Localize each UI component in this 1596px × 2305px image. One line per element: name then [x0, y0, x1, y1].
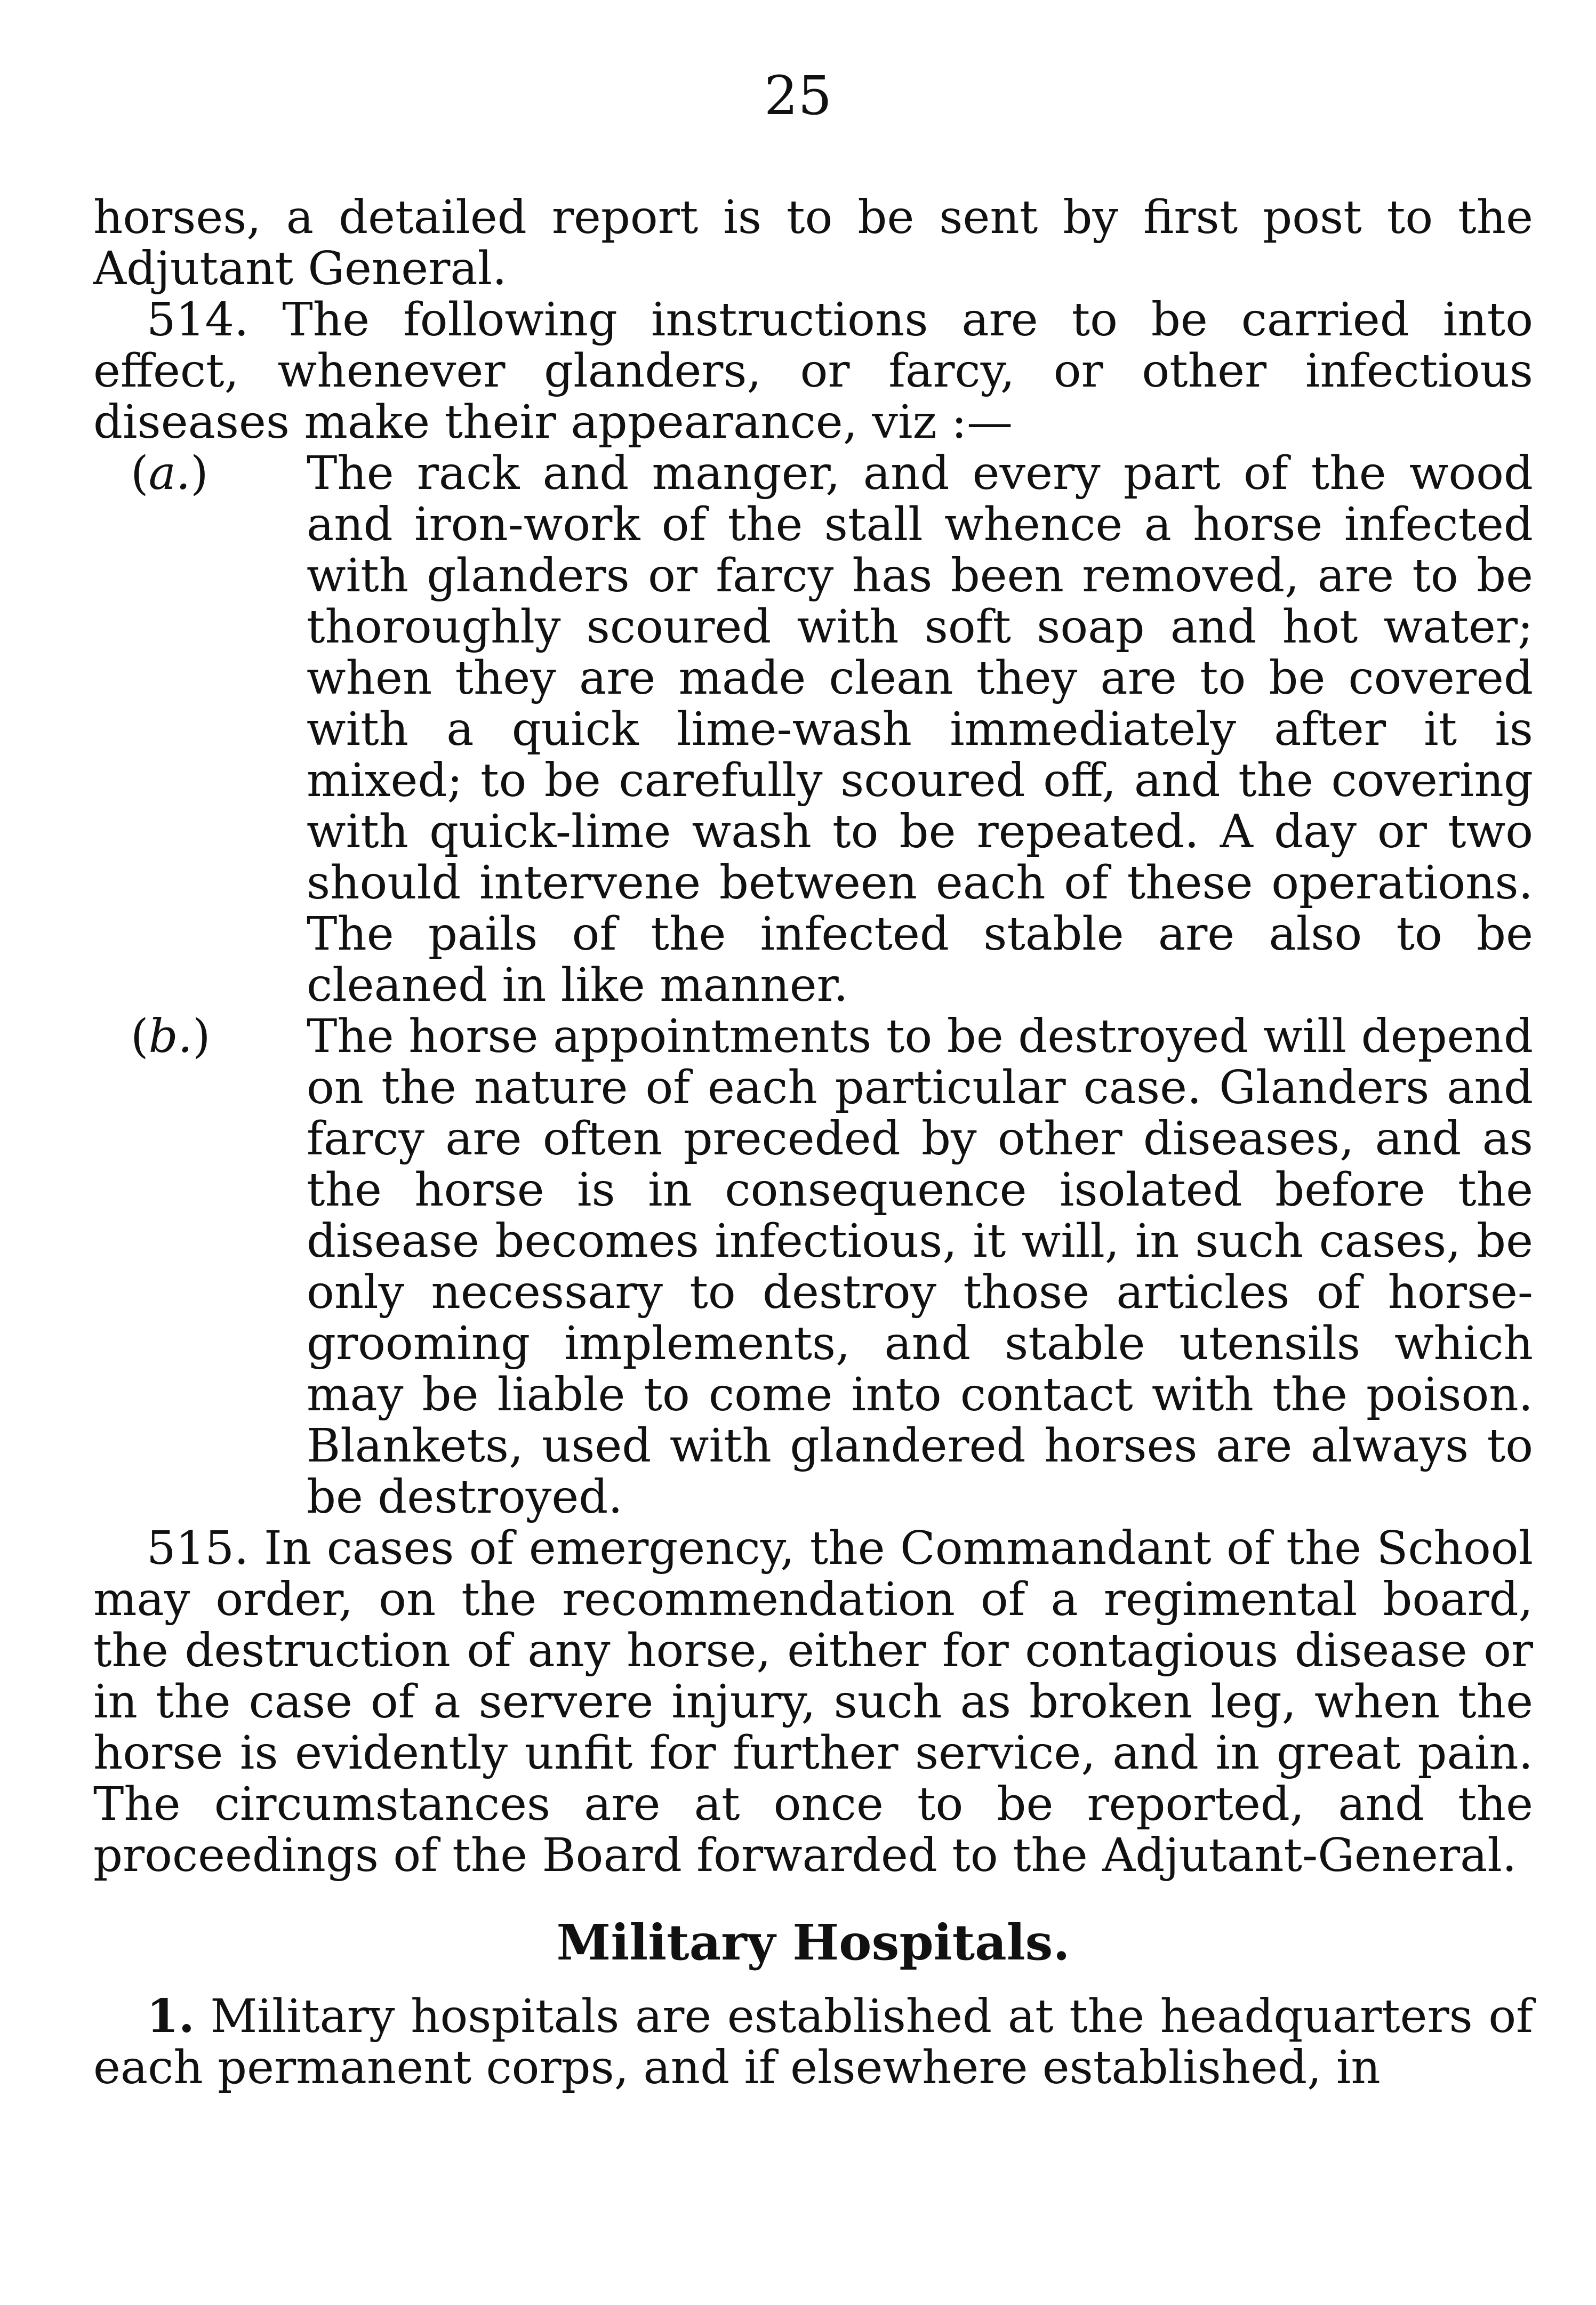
list-marker-b: (b.): [131, 1010, 211, 1063]
body-text: [93, 192, 1533, 2093]
paragraph-1-number: 1.: [147, 1989, 195, 2043]
paragraph-515: 515. In cases of emergency, the Commandant of the School may order, on the recommendation of a regimental board, the destruction of any horse, either for contagious disease or in the case of a servere injury, such as broken leg, when the horse is evidently unfit for further service, and in great pain. The circumstances are at once to be reported, and the proceedings of the Board forwarded to the Adjutant-General.: [93, 1522, 1533, 1882]
continuation-paragraph: horses, a detailed report is to be sent by first post to the Adjutant General.: [93, 191, 1533, 295]
list-item-b: [93, 1011, 1533, 1523]
page-number: 25: [764, 65, 832, 127]
list-item-a-text: The rack and manger, and every part of the wood and iron-work of the stall whence a horse infected with glanders or farcy has been removed, are to be thoroughly scoured with soft soap and hot water; when they are made clean they are to be covered with a quick lime-wash immediately after it is mixed; to be carefully scoured off, and the covering with quick-lime wash to be repeated. A day or two should intervene between each of these operations. The pails of the infected stable are also to be cleaned in like manner.: [307, 447, 1533, 1012]
paragraph-1: [93, 1991, 1533, 2093]
list-item-a: [93, 448, 1533, 1011]
paragraph-514: 514. The following instructions are to be carried into effect, whenever glanders, or farcy, or other infectious diseases make their appearance, viz :—: [93, 293, 1533, 449]
list-marker-a: (a.): [131, 447, 208, 500]
paragraph-1-text: Military hospitals are established at the headquarters of each permanent corps, and if elsewhere established, in: [93, 1990, 1533, 2094]
list-item-b-text: The horse appointments to be destroyed will depend on the nature of each particular case. Glanders and farcy are often preceded by other diseases, and as the horse is in consequence isolated before the disease becomes infectious, it will, in such cases, be only necessary to destroy those articles of horse-grooming implements, and stable utensils which may be liable to come into contact with the poison. Blankets, used with glandered horses are always to be destroyed.: [307, 1010, 1533, 1524]
section-heading: Military Hospitals.: [556, 1914, 1070, 1971]
